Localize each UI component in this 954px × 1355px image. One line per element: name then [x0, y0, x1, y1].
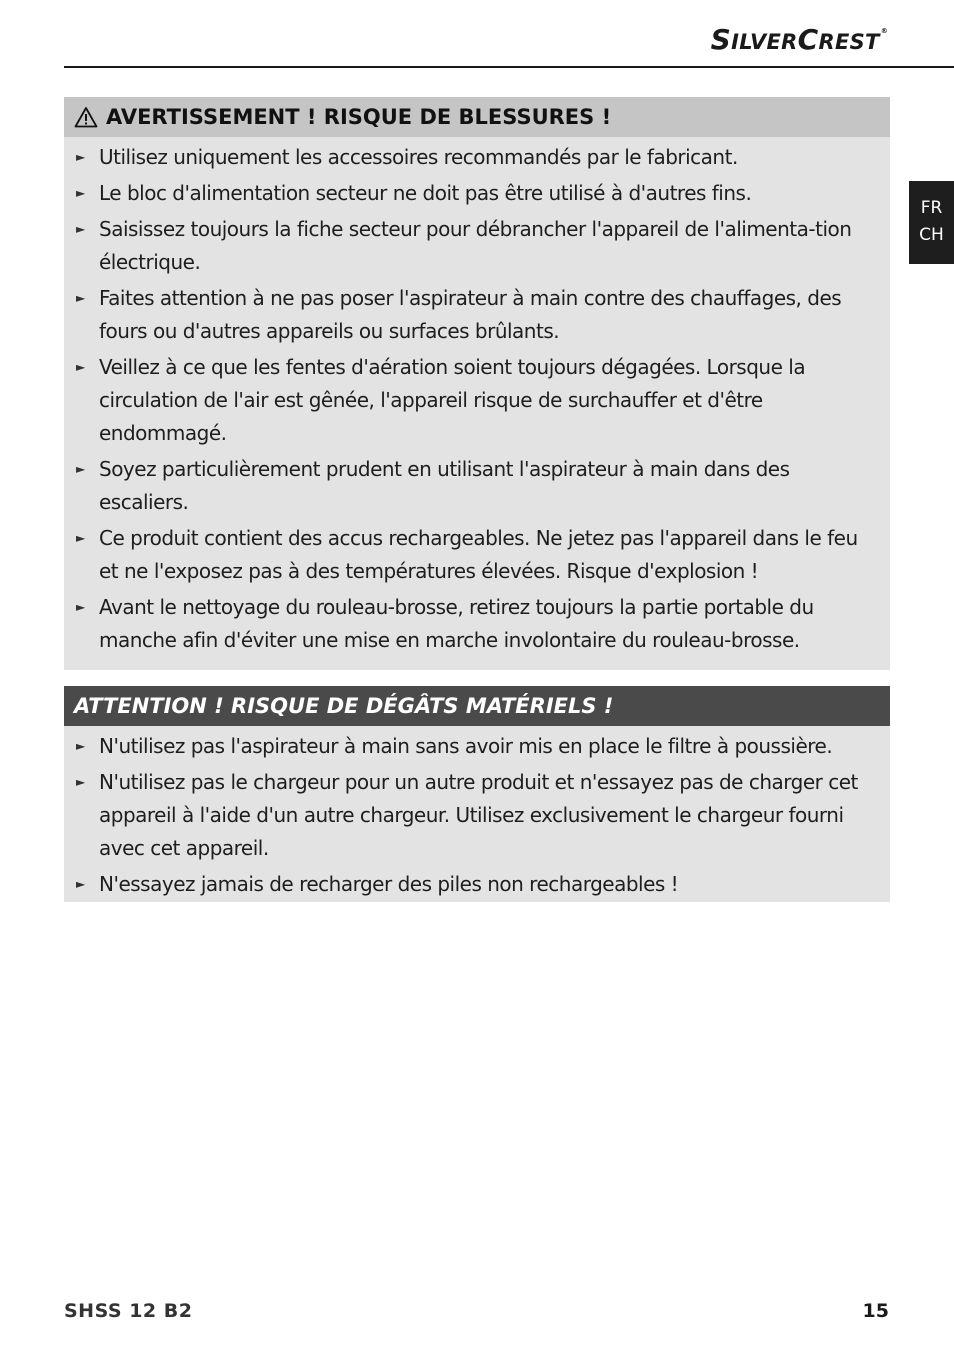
model-number: SHSS 12 B2 — [64, 1300, 193, 1322]
language-tab — [909, 181, 954, 264]
bullet-arrow-icon: ► — [76, 600, 85, 614]
bullet-arrow-icon: ► — [76, 150, 85, 164]
bullet-arrow-icon: ► — [76, 222, 85, 236]
bullet-arrow-icon: ► — [76, 739, 85, 753]
list-item — [64, 282, 890, 348]
bullet-arrow-icon: ► — [76, 462, 85, 476]
list-item — [64, 351, 890, 450]
list-item — [64, 453, 890, 519]
warning-box — [64, 97, 890, 670]
language-code: FR — [920, 198, 943, 218]
brand-letter: S — [710, 23, 732, 56]
warning-heading — [64, 97, 890, 137]
bullet-arrow-icon: ► — [76, 775, 85, 789]
list-item — [64, 868, 890, 901]
registered-mark: ® — [880, 27, 888, 35]
list-item-text: N'utilisez pas le chargeur pour un autre produit et n'essayez pas de charger cet appareil à l'aide d'un autre chargeur. Utilisez exclusivement le chargeur fourni avec cet appareil. — [99, 770, 858, 860]
list-item-text: Utilisez uniquement les accessoires recommandés par le fabricant. — [99, 145, 738, 169]
list-item — [64, 141, 890, 174]
brand-logo — [711, 23, 888, 56]
list-item-text: N'essayez jamais de recharger des piles non rechargeables ! — [99, 872, 679, 896]
brand-letter: C — [797, 23, 819, 56]
attention-title: ATTENTION ! RISQUE DE DÉGÂTS MATÉRIELS ! — [74, 694, 614, 718]
list-item — [64, 730, 890, 763]
bullet-arrow-icon: ► — [76, 877, 85, 891]
bullet-arrow-icon: ► — [76, 291, 85, 305]
list-item — [64, 522, 890, 588]
attention-list — [64, 726, 890, 901]
list-item-text: Faites attention à ne pas poser l'aspirateur à main contre des chauffages, des fours ou d'autres appareils ou surfaces brûlants. — [99, 286, 842, 343]
header-rule — [64, 66, 954, 68]
list-item-text: Soyez particulièrement prudent en utilisant l'aspirateur à main dans des escaliers. — [99, 457, 790, 514]
bullet-arrow-icon: ► — [76, 360, 85, 374]
attention-box — [64, 686, 890, 902]
list-item-text: Ce produit contient des accus rechargeables. Ne jetez pas l'appareil dans le feu et ne l'exposez pas à des températures élevées. Risque d'explosion ! — [99, 526, 858, 583]
list-item-text: Avant le nettoyage du rouleau-brosse, retirez toujours la partie portable du manche afin d'éviter une mise en marche involontaire du rouleau-brosse. — [99, 595, 814, 652]
list-item — [64, 591, 890, 657]
list-item — [64, 766, 890, 865]
list-item — [64, 177, 890, 210]
warning-list — [64, 137, 890, 657]
bullet-arrow-icon: ► — [76, 531, 85, 545]
bullet-arrow-icon: ► — [76, 186, 85, 200]
warning-triangle-icon — [74, 106, 98, 128]
page-number: 15 — [862, 1300, 889, 1322]
list-item-text: Veillez à ce que les fentes d'aération soient toujours dégagées. Lorsque la circulation de l'air est gênée, l'appareil risque de surchauffer et d'être endommagé. — [99, 355, 806, 445]
list-item — [64, 213, 890, 279]
attention-heading — [64, 686, 890, 726]
warning-title: AVERTISSEMENT ! RISQUE DE BLESSURES ! — [106, 105, 612, 129]
list-item-text: N'utilisez pas l'aspirateur à main sans avoir mis en place le filtre à poussière. — [99, 734, 833, 758]
list-item-text: Le bloc d'alimentation secteur ne doit pas être utilisé à d'autres fins. — [99, 181, 752, 205]
list-item-text: Saisissez toujours la fiche secteur pour débrancher l'appareil de l'alimenta-tion électrique. — [99, 217, 852, 274]
brand-text: ILVER — [731, 30, 798, 54]
language-code: CH — [919, 225, 944, 245]
brand-text: REST — [818, 30, 880, 54]
